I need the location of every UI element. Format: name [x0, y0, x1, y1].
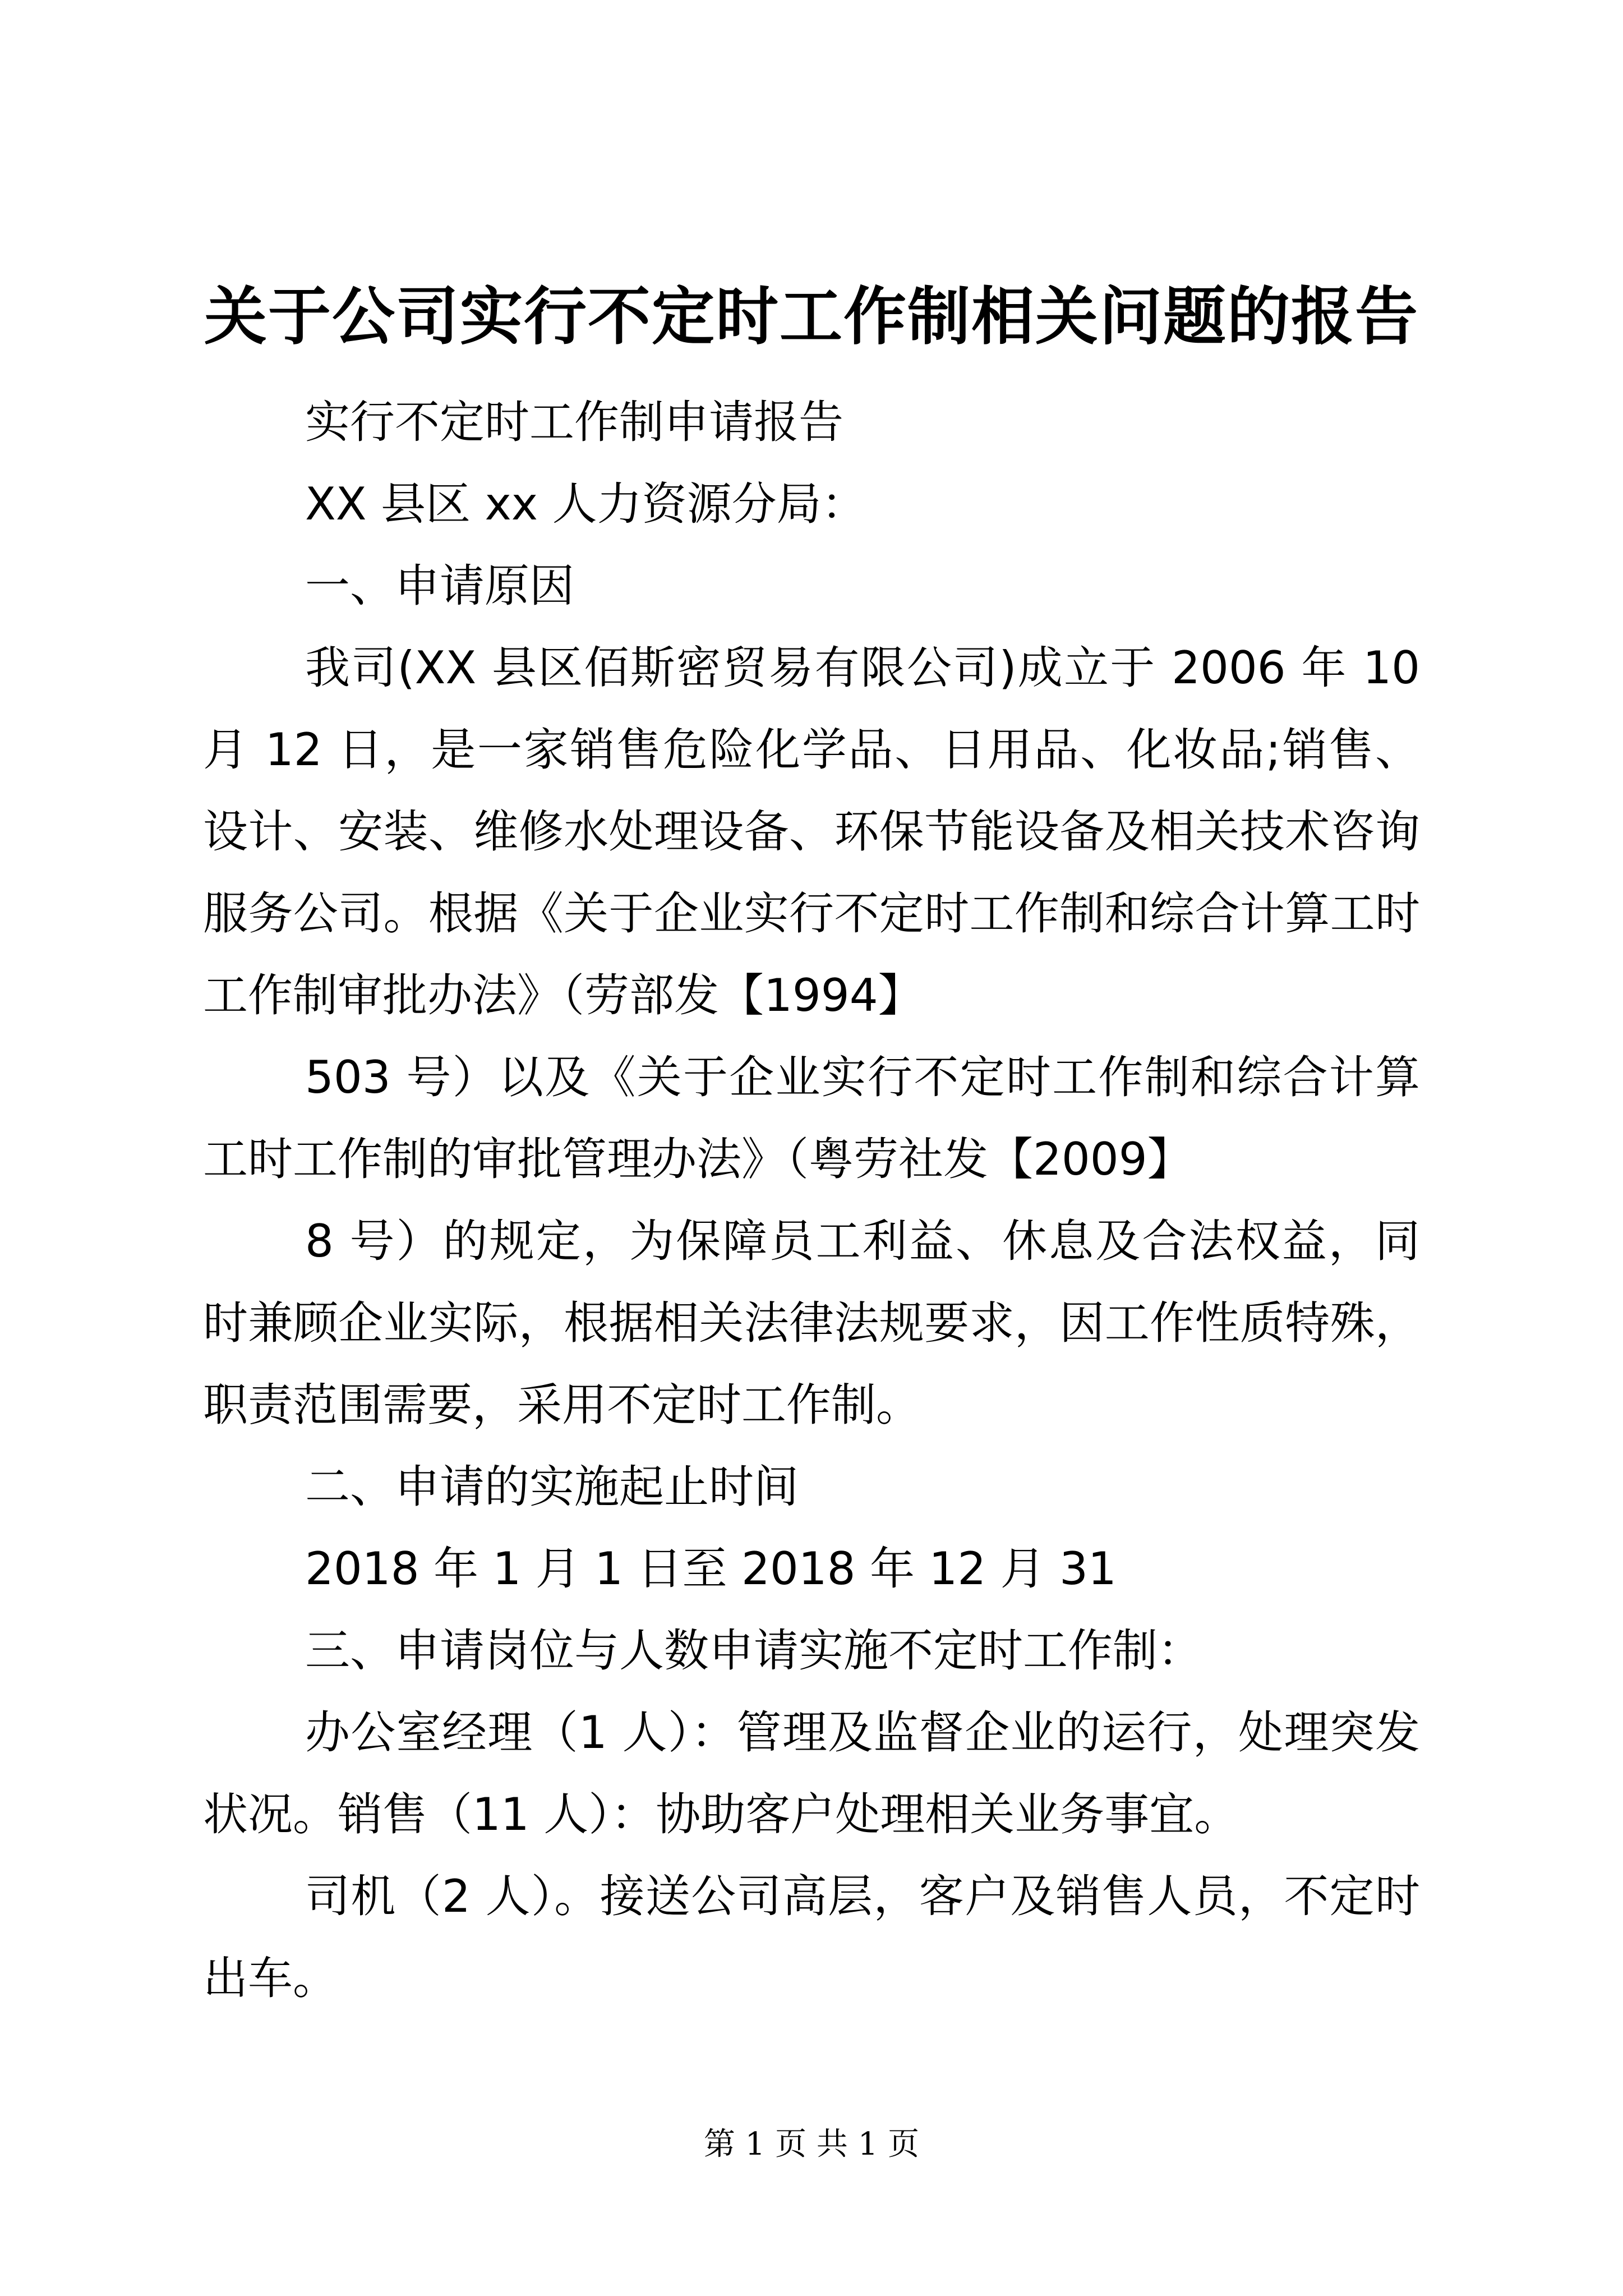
paragraph-company-background: 我司(XX 县区佰斯密贸易有限公司)成立于 2006 年 10 月 12 日，是一家销售危险化学品、日用品、化妆品;销售、设计、安装、维修水处理设备、环保节能设备及相关技术咨询服务公司。根据《关于企业实行不定时工作制和综合计算工时工作制审批办法》（劳部发【1994】	[203, 642, 1420, 1022]
paragraph-positions-driver: 司机（2 人）。接送公司高层，客户及销售人员，不定时出车。	[203, 1870, 1420, 2004]
paragraph-section-heading-1: 一、申请原因	[305, 560, 574, 612]
paragraph-section-heading-2: 二、申请的实施起止时间	[305, 1461, 799, 1513]
paragraph-report-subtitle: 实行不定时工作制申请报告	[305, 396, 843, 448]
paragraph-period: 2018 年 1 月 1 日至 2018 年 12 月 31	[305, 1543, 1117, 1595]
paragraph-positions-office-sales: 办公室经理（1 人）：管理及监督企业的运行，处理突发状况。销售（11 人）：协助客户处理相关业务事宜。	[203, 1706, 1420, 1841]
page-footer: 第 1 页 共 1 页	[703, 2126, 920, 2162]
paragraph-reason-detail: 8 号）的规定，为保障员工利益、休息及合法权益，同时兼顾企业实际，根据相关法律法规要求，因工作性质特殊，职责范围需要，采用不定时工作制。	[203, 1215, 1420, 1431]
document-title: 关于公司实行不定时工作制相关问题的报告	[204, 280, 1419, 353]
document-body	[203, 381, 1420, 2019]
paragraph-recipient: XX 县区 xx 人力资源分局：	[305, 478, 866, 530]
paragraph-regulation-reference: 503 号）以及《关于企业实行不定时工作制和综合计算工时工作制的审批管理办法》（粤劳社发【2009】	[203, 1051, 1420, 1185]
paragraph-section-heading-3: 三、申请岗位与人数申请实施不定时工作制：	[305, 1625, 1202, 1677]
